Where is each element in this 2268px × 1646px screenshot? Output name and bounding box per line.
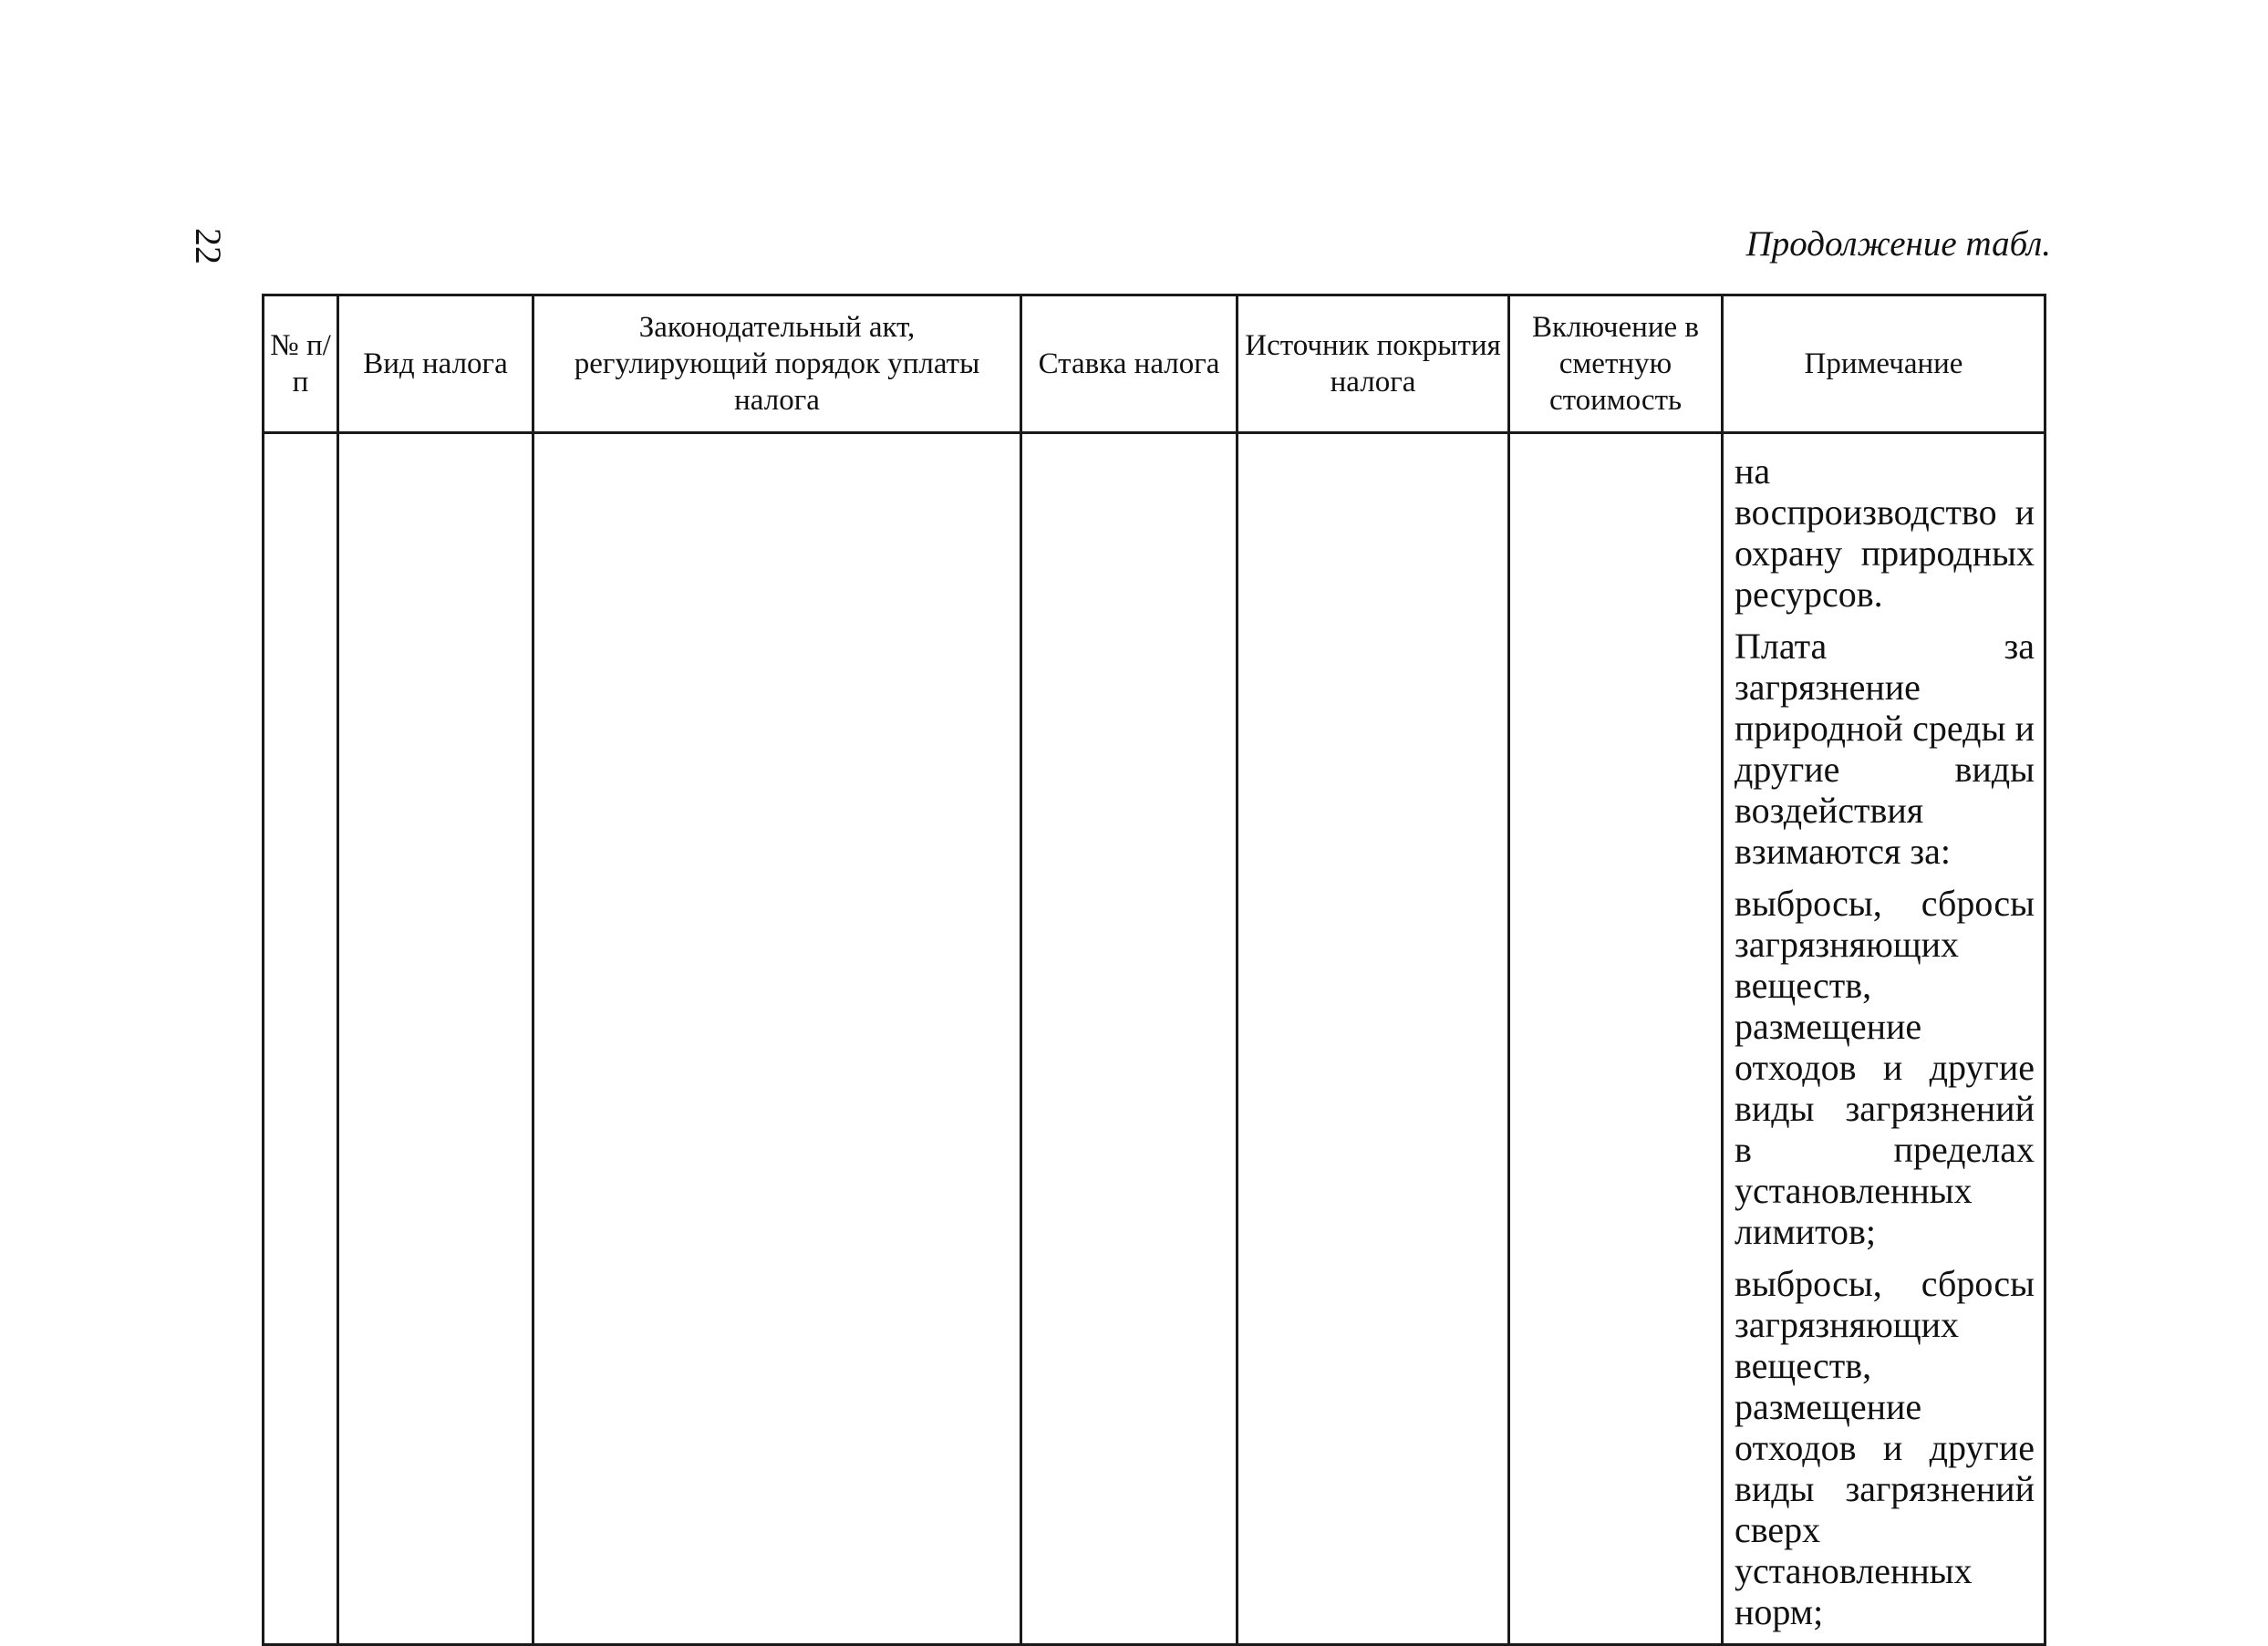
cell-number [264, 433, 338, 1645]
header-number: № п/п [264, 295, 338, 433]
note-paragraph: выбросы, сбросы загрязняющих веществ, размещение отходов и другие виды загрязнений в пределах установленных лимитов; [1735, 883, 2035, 1252]
table-row [264, 433, 2045, 1645]
header-rate: Ставка налога [1021, 295, 1238, 433]
header-tax-type: Вид налога [338, 295, 533, 433]
cell-tax-type [338, 433, 533, 1645]
note-paragraph: на воспроизводство и охрану природных ресурсов. [1735, 450, 2035, 615]
continuation-label: Продолжение табл. [1745, 224, 2051, 264]
cell-legal-act [533, 433, 1021, 1645]
note-paragraph: Плата за загрязнение природной среды и другие виды воздействия взимаются за: [1735, 626, 2035, 872]
tax-table [262, 294, 2046, 1646]
header-inclusion: Включение в сметную стоимость [1509, 295, 1723, 433]
page-number: 22 [188, 228, 229, 264]
cell-note [1723, 433, 2045, 1645]
header-note: Примечание [1723, 295, 2045, 433]
cell-coverage-source [1238, 433, 1509, 1645]
note-paragraph: выбросы, сбросы загрязняющих веществ, размещение отходов и другие виды загрязнений сверх установленных норм; [1735, 1263, 2035, 1632]
table-header-row [264, 295, 2045, 433]
header-legal-act: Законодательный акт, регулирующий порядок уплаты налога [533, 295, 1021, 433]
header-coverage-source: Источник покрытия налога [1238, 295, 1509, 433]
cell-rate [1021, 433, 1238, 1645]
cell-inclusion [1509, 433, 1723, 1645]
